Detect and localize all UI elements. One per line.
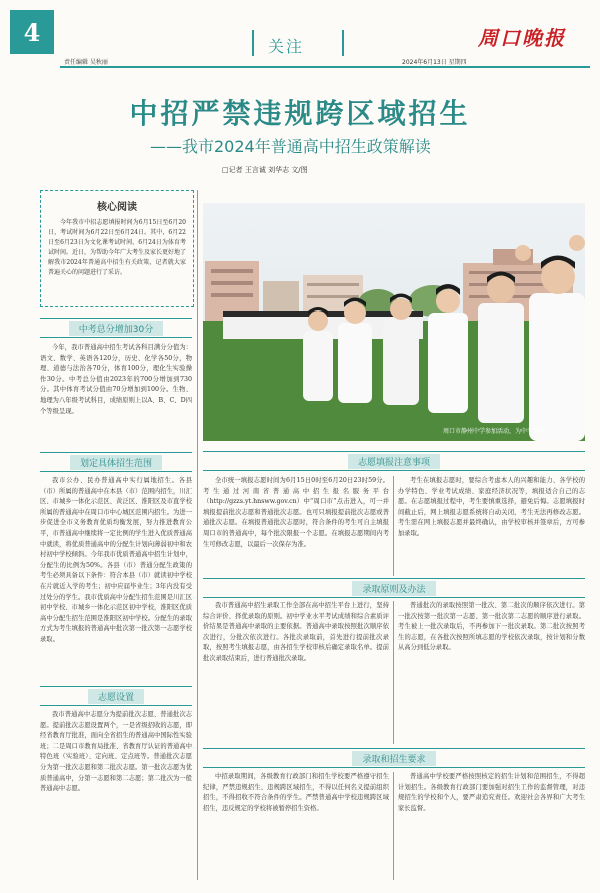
section-heading-volunteer-label: 志愿设置 xyxy=(88,689,144,704)
header-rule xyxy=(60,66,590,68)
headline-title: 中招严禁违规跨区域招生 xyxy=(129,97,471,130)
fill-text-left: 全市统一填报志愿时间为6月15日0时至6月20日23时59分。考生通过河南省普通高中招生报名服务平台（http://gzzs.yt.hnsww.gov.cn）中“周口市”点击进入，可一并填报提前批次志愿和普通批次志愿。也可只填报提前批次志愿或普通批次志愿。在填报普通批次志愿时，符合条件的考生可自主填报周口市的普通高中，每个批次限报一个志愿。在填报志愿期间内考生可修改志愿，以最后一次保存为准。 xyxy=(203,477,389,548)
admission-text-right: 普通批次的录取按照第一批次、第二批次的顺序依次进行。第一批次按第一批次第一志愿、第一批次第二志愿的顺序进行录取。考生被上一批次录取后，不再参加下一批次录取。第二批次按照考生的志愿，在各批次按照所填志愿的学校依次录取，按计划和分数从高分到低分录取。 xyxy=(398,602,585,652)
column-rule-2 xyxy=(393,476,394,576)
section-label: 关注 xyxy=(268,37,305,56)
section-text-score: 今年，我市普通高中招生考试各科目满分分值为：语文、数学、英语各120分，历史、化学各50分，物理、道德与法治各70分，体育100分，理化生实验操作30分。中考总分值由2023年的700分增加到730分。其中体育考试分值由70分增加到100分。生物、地理为八年级考试科目，成绩原则上以A、B、C、D四个等级呈现。 xyxy=(40,344,192,415)
admission-text-left: 我市普通高中招生录取工作全部在高中招生平台上进行，坚持综合评价、择优录取的原则。初中学业水平考试成绩和综合素质评价结果是普通高中录取的主要依据。普通高中录取按照批次顺序依次进行，分批次依次进行。各批次录取前，首先进行提前批次录取，按照考生填报志愿，由各招生学校审核后确定录取名单。提前批次录取结束后，进行普通批次录取。 xyxy=(203,602,389,662)
news-photo xyxy=(203,203,585,441)
section-heading-score-label: 中考总分增加30分 xyxy=(69,321,163,336)
section-heading-fill-label: 志愿填报注意事项 xyxy=(348,454,440,469)
section-heading-scope xyxy=(40,452,192,472)
students-photo xyxy=(203,203,585,441)
page-number: 4 xyxy=(10,10,54,54)
column-rule-3 xyxy=(393,601,394,744)
masthead xyxy=(0,0,600,66)
section-heading-score xyxy=(40,318,192,338)
key-reading-text: 今年我市中招志愿填报时间为6月15日至6月20日，考试时间为6月22日至6月24日。其中，6月22日至6月23日为文化课考试时间，6月24日为体育考试时间。近日，为帮助今年广大考生及家长更好地了解我市2024年普通高中招生有关政策，记者就大家普遍关心的问题进行了采访。 xyxy=(48,219,187,276)
photo-caption: 周口市静州中学参加活动，为中考加油。 xyxy=(443,428,552,435)
section-text-scope: 我市公办、民办普通高中实行属地招生。各县（市）所属的普通高中在本县（市）范围内招生，川汇区、市城乡一体化示范区、黄泛区、淮阳区及市直学校所属的普通高中在周口市中心城区范围内招生。为进一步促进全市义务教育优质均衡发展，努力推进教育公平，市普通高中继续将一定比例的学生进入优质普通高中就读，将优质普通高中的分配生计划向薄弱初中和农村初中学校倾斜。今年我市优质普通高中招生计划中，分配生的比例为50%。各县（市）普通分配生政策的考生必须具备以下条件：符合本县（市）就读初中学校在片就近入学的考生；初中应届毕业生；3年内没有受过处分的学生。我市优质高中分配生招生范围是川汇区初中学校、市城乡一体化示范区初中学校，淮阳区优质高中分配生招生范围是淮阳区初中学校。分配生的录取方式为考生填报的普通高中批次第一批次第一志愿学校录取。 xyxy=(40,477,192,643)
rules-text-left: 中招录取期间，各级教育行政部门和招生学校要严格遵守招生纪律，严禁违规招生、违规跨区域招生，不得以任何名义提前组织招生，不得招收不符合条件的学生。严禁普通高中学校违规跨区域招生，违反规定的学校将被暂停招生资格。 xyxy=(203,773,389,812)
column-rule xyxy=(197,190,198,880)
section-heading-volunteer xyxy=(40,686,192,706)
column-rule-4 xyxy=(393,772,394,880)
headline-subtitle: ——我市2024年普通高中招生政策解读 xyxy=(150,137,431,156)
byline: □记者 王言诚 刘华志 文/图 xyxy=(222,166,308,174)
section-divider-right xyxy=(342,30,344,56)
date-line: 2024年6月13日 星期四 xyxy=(402,59,467,66)
section-heading-rules xyxy=(203,748,585,768)
section-heading-scope-label: 划定具体招生范围 xyxy=(70,455,162,470)
editor-line: 责任编辑 吴秋丽 xyxy=(64,59,108,66)
section-heading-rules-label: 录取和招生要求 xyxy=(352,751,435,766)
fill-text-right: 考生在填报志愿时，要综合考虑本人的兴趣和能力、各学校的办学特色、学业考试成绩、家庭经济状况等，填报适合自己的志愿。在志愿填报过程中，考生要慎重选择，避免后悔。志愿填报时间截止后，网上填报志愿系统将自动关闭，考生无法再修改志愿。考生需在网上填报志愿并最终确认，由学校审核并签章后，方可参加录取。 xyxy=(398,477,585,537)
section-text-volunteer: 我市普通高中志愿分为提前批次志愿、普通批次志愿。提前批次志愿设置两个，一是省级招收的志愿，即经省教育厅批准，面向全省招生的普通高中国际性实验班；二是周口市教育局批准、省教育厅认证的普通高中特色班（实验班）、定向班、定点班等。普通批次志愿分为第一批次志愿和第二批次志愿。第一批次志愿为优质普通高中，分第一志愿和第二志愿；第二批次为一般普通高中志愿。 xyxy=(40,711,192,793)
section-heading-fill xyxy=(203,451,585,471)
section-divider-left xyxy=(252,30,254,56)
section-heading-admission-label: 录取原则及办法 xyxy=(352,581,435,596)
rules-text-right: 普通高中学校要严格按照核定的招生计划和范围招生，不得超计划招生。各级教育行政部门要加强对招生工作的监督管理，对违规招生的学校和个人，要严肃追究责任。欢迎社会各界和广大考生家长监督。 xyxy=(398,773,585,812)
section-heading-admission xyxy=(203,578,585,598)
key-reading-title: 核心阅读 xyxy=(97,202,137,213)
newspaper-logo: 周口晚报 xyxy=(478,26,566,50)
